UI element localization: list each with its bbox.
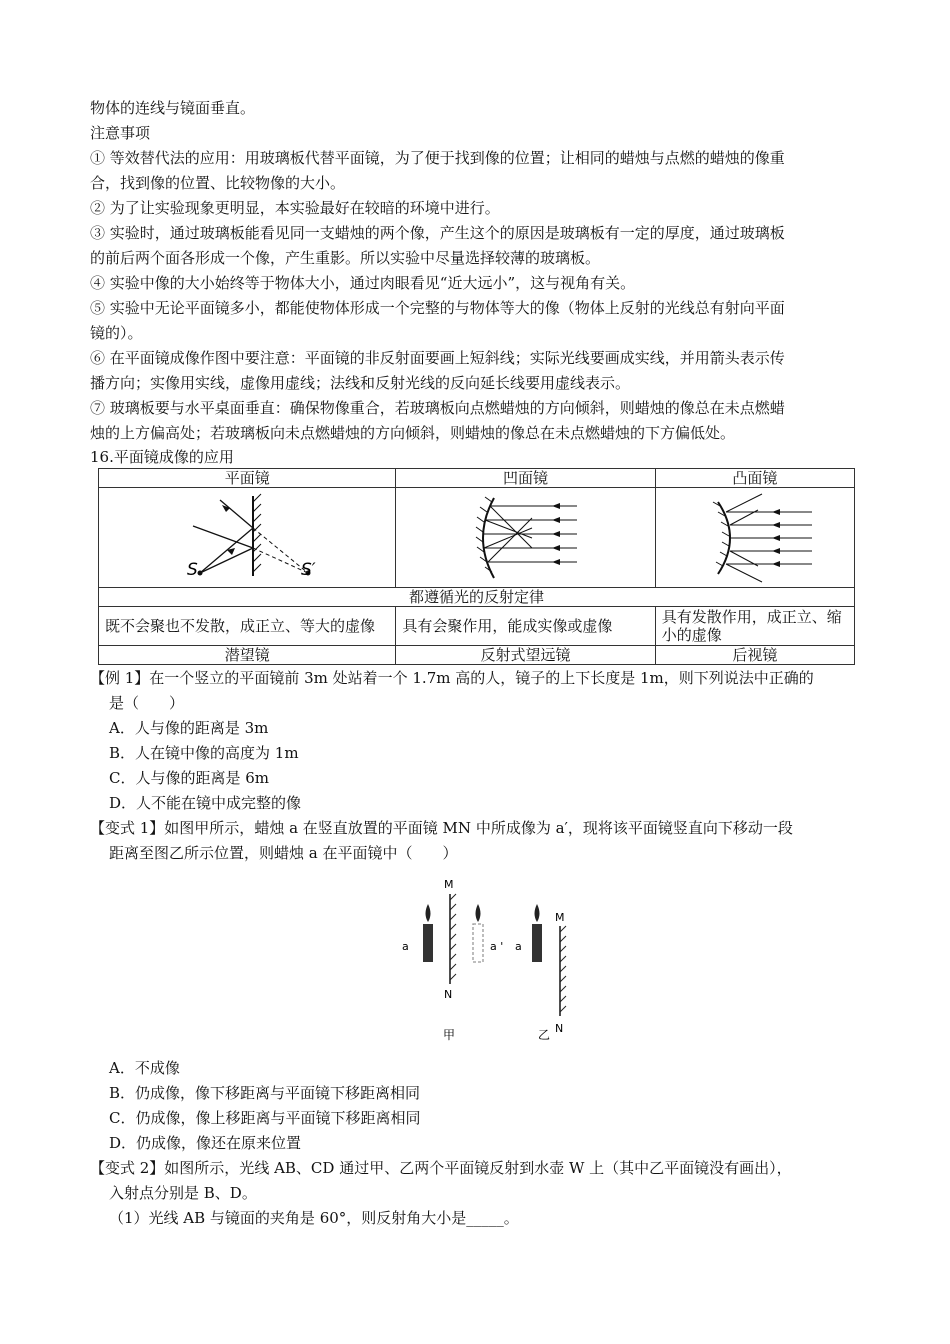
variant-1-option-a: A．不成像 [109, 1059, 180, 1077]
image-a-prime-label: a ' [490, 940, 504, 953]
convex-mirror-property: 具有发散作用，成正立、缩小的虚像 [655, 607, 854, 646]
concave-mirror-application: 反射式望远镜 [396, 646, 655, 665]
candle-a-label-1: a [402, 940, 409, 953]
plane-mirror-property: 既不会聚也不发散，成正立、等大的虚像 [99, 607, 396, 646]
example-1-option-b: B．人在镜中像的高度为 1m [109, 744, 299, 762]
mirror-n-label-2: N [555, 1022, 564, 1035]
note-7-cont: 烛的上方偏高处；若玻璃板向未点燃蜡烛的方向倾斜，则蜡烛的像总在未点燃蜡烛的下方偏低处。 [90, 424, 736, 442]
example-1-option-a: A．人与像的距离是 3m [109, 719, 269, 737]
convex-mirror-figure [655, 488, 854, 588]
notes-title: 注意事项 [90, 124, 151, 142]
note-6: ⑥ 在平面镜成像作图中要注意：平面镜的非反射面要画上短斜线；实际光线要画成实线，并用箭头表示传 [90, 349, 785, 367]
note-5-cont: 镜的）。 [90, 324, 143, 342]
mirror-m-label-2: M [555, 911, 565, 924]
plane-mirror-figure [99, 488, 396, 588]
example-1-question-cont: 是（ ） [109, 694, 185, 712]
variant-1-question: 【变式 1】如图甲所示，蜡烛 a 在竖直放置的平面镜 MN 中所成像为 a′，现将该平面镜竖直向下移动一段 [90, 819, 793, 837]
point-s-prime-label: S′ [301, 560, 316, 580]
document-page [90, 96, 865, 1231]
variant-1-option-d: D．仍成像，像还在原来位置 [109, 1134, 302, 1152]
note-6-cont: 播方向；实像用实线，虚像用虚线；法线和反射光线的反向延长线要用虚线表示。 [90, 374, 631, 392]
mirror-m-label-1: M [444, 878, 454, 891]
note-1: ① 等效替代法的应用：用玻璃板代替平面镜，为了便于找到像的位置；让相同的蜡烛与点燃的蜡烛的像重 [90, 149, 785, 167]
convex-mirror-diagram [662, 488, 860, 583]
mirror-n-label-1: N [444, 988, 453, 1001]
plane-mirror-diagram [105, 488, 401, 583]
convex-mirror-application: 后视镜 [655, 646, 854, 665]
variant-1-option-c: C．仍成像，像上移距离与平面镜下移距离相同 [109, 1109, 421, 1127]
section-title: 16.平面镜成像的应用 [90, 448, 234, 466]
variant-1-option-b: B．仍成像，像下移距离与平面镜下移距离相同 [109, 1084, 421, 1102]
note-7: ⑦ 玻璃板要与水平桌面垂直：确保物像重合，若玻璃板向点燃蜡烛的方向倾斜，则蜡烛的像总在未点燃蜡 [90, 399, 785, 417]
note-2: ② 为了让实验现象更明显，本实验最好在较暗的环境中进行。 [90, 199, 500, 217]
common-principle: 都遵循光的反射定律 [99, 588, 855, 607]
mirror-table [98, 468, 855, 665]
note-5: ⑤ 实验中无论平面镜多小，都能使物体形成一个完整的与物体等大的像（物体上反射的光线总有射向平面 [90, 299, 785, 317]
note-1-cont: 合，找到像的位置、比较物像的大小。 [90, 174, 346, 192]
variant-2-question-cont: 入射点分别是 B、D。 [109, 1184, 257, 1202]
note-3: ③ 实验时，通过玻璃板能看见同一支蜡烛的两个像，产生这个的原因是玻璃板有一定的厚度，通过玻璃板 [90, 224, 785, 242]
point-s-label: S [187, 560, 198, 580]
example-1-question: 【例 1】在一个竖立的平面镜前 3m 处站着一个 1.7m 高的人，镜子的上下长度是 1m，则下列说法中正确的 [90, 669, 814, 687]
variant-2-question: 【变式 2】如图所示，光线 AB、CD 通过甲、乙两个平面镜反射到水壶 W 上（其中乙平面镜没有画出）， [90, 1159, 792, 1177]
header-plane-mirror: 平面镜 [99, 469, 396, 488]
candle-mirror-diagram [90, 874, 865, 1056]
concave-mirror-property: 具有会聚作用，能成实像或虚像 [396, 607, 655, 646]
concave-mirror-figure [396, 488, 655, 588]
concave-mirror-diagram [402, 488, 660, 583]
header-convex-mirror: 凸面镜 [655, 469, 854, 488]
variant-1-figure [90, 874, 865, 1056]
text-line: 物体的连线与镜面垂直。 [90, 99, 256, 117]
variant-1-question-cont: 距离至图乙所示位置，则蜡烛 a 在平面镜中（ ） [109, 844, 458, 862]
header-concave-mirror: 凹面镜 [396, 469, 655, 488]
note-3-cont: 的前后两个面各形成一个像，产生重影。所以实验中尽量选择较薄的玻璃板。 [90, 249, 601, 267]
variant-2-subquestion-1: （1）光线 AB 与镜面的夹角是 60°，则反射角大小是_____。 [109, 1209, 519, 1227]
plane-mirror-application: 潜望镜 [99, 646, 396, 665]
figure-jia-label: 甲 [443, 1028, 456, 1042]
figure-yi-label: 乙 [538, 1028, 551, 1042]
candle-a-label-2: a [515, 940, 522, 953]
example-1-option-c: C．人与像的距离是 6m [109, 769, 270, 787]
note-4: ④ 实验中像的大小始终等于物体大小，通过肉眼看见“近大远小”，这与视角有关。 [90, 274, 636, 292]
example-1-option-d: D．人不能在镜中成完整的像 [109, 794, 302, 812]
